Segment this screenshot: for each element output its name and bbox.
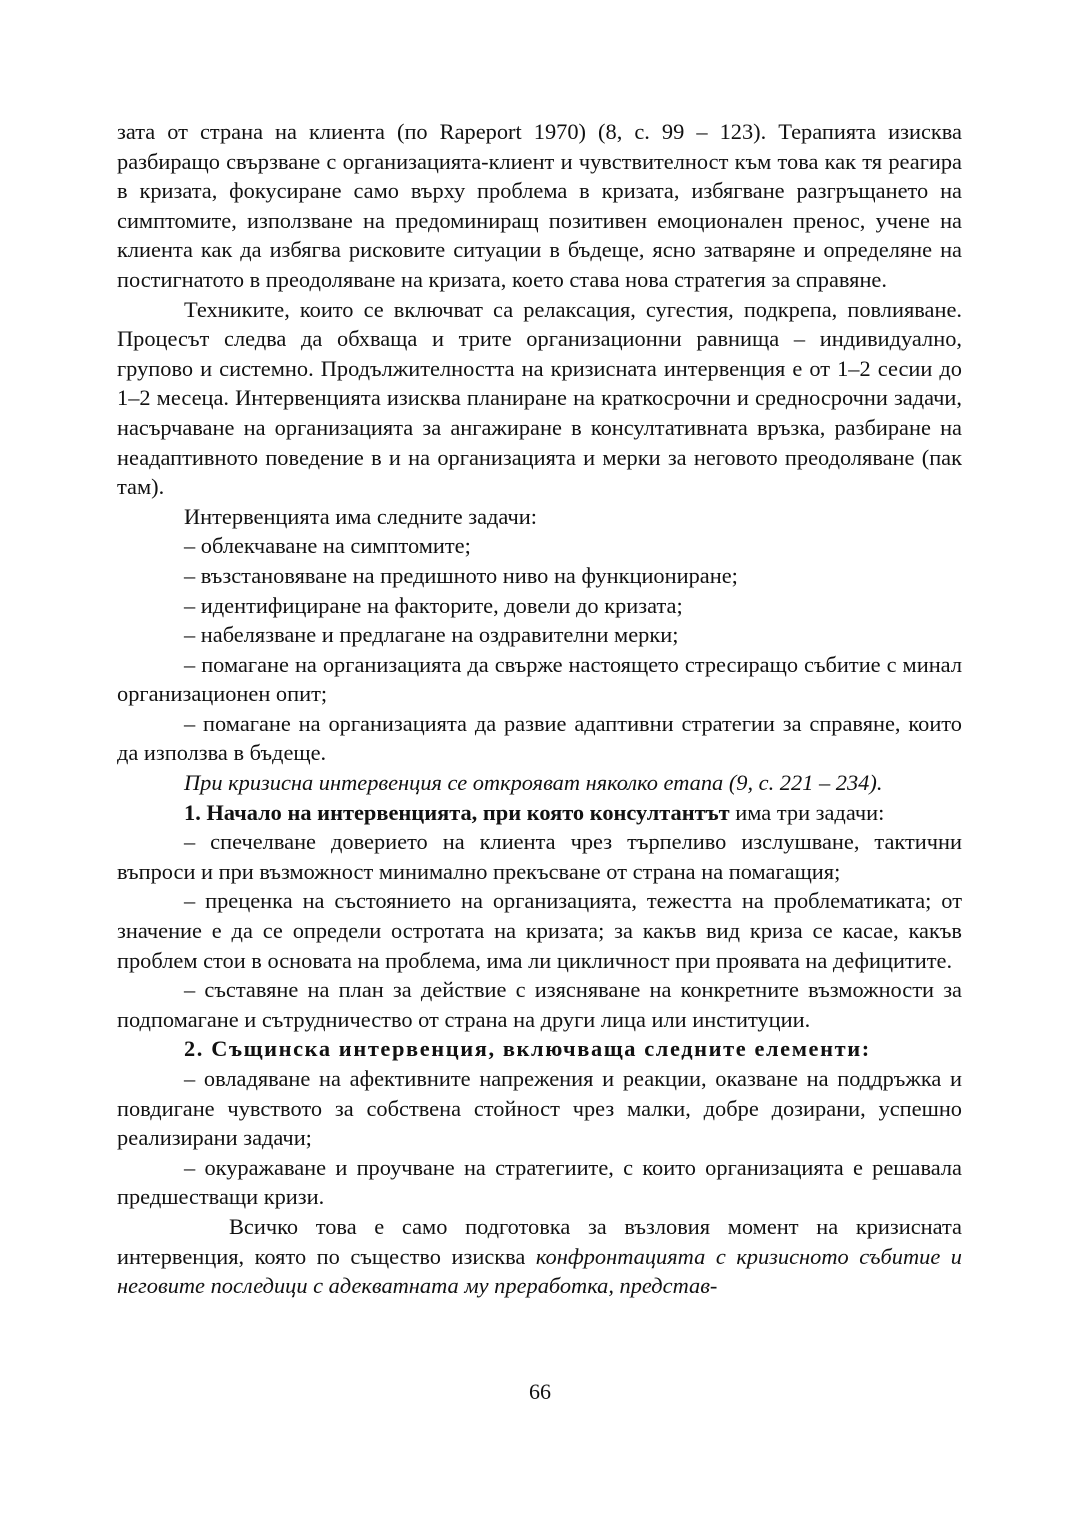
list-item: – помагане на организацията да развие адаптивни стратегии за справяне, които да използва в бъдеще. — [117, 710, 962, 766]
closing-italic: конфронтацията с кризисното събитие и неговите последици с адекватната му преработка, представ- — [117, 1243, 963, 1299]
paragraph-2: Техниките, които се включват са релаксация, сугестия, подкрепа, повлияване. Процесът следва да обхваща и трите организационни равнища – индивидуално, групово и системно. Продължителността на кризисната интервенция е от 1–2 сесии до 1–2 месеца. Интервенцията изисква планиране на краткосрочни и средносрочни задачи, насърчаване на организацията за ангажиране в консултативната връзка, разбиране на неадаптивното поведение в и на организацията и мерки за неговото преодоляване (пак там). — [117, 296, 962, 500]
stage-1-heading — [117, 798, 962, 828]
list-item: – окуражаване и проучване на стратегиите, с които организацията е решавала предшестващи кризи. — [117, 1154, 962, 1210]
page-body — [117, 117, 962, 1301]
list-item: – набелязване и предлагане на оздравителни мерки; — [184, 622, 679, 648]
list-item: – спечелване доверието на клиента чрез търпеливо изслушване, тактични въпроси и при възможност минимално прекъсване от страна на помагащия; — [117, 829, 962, 884]
page-number: 66 — [529, 1379, 551, 1404]
list-item: – възстановяване на предишното ниво на функциониране; — [184, 562, 738, 588]
list-item: – преценка на състоянието на организацията, тежестта на проблематиката; от значение е да се определи остротата на кризата; за какъв вид криза се касае, какъв проблем стои в основата на проблема, има ли цикличност при проявата на дефицитите. — [117, 888, 962, 973]
stage-1-title: 1. Начало на интервенцията, при която консултантът — [184, 799, 730, 825]
list-item: – овладяване на афективните напрежения и реакции, оказване на поддръжка и повдигане чувството за собствена стойност чрез малки, добре дозирани, успешно реализирани задачи; — [117, 1066, 962, 1151]
list-item: – облекчаване на симптомите; — [184, 533, 471, 559]
stages-intro: При кризисна интервенция се открояват няколко етапа (9, с. 221 – 234). — [184, 770, 883, 796]
tasks-intro: Интервенцията има следните задачи: — [184, 503, 537, 529]
list-item: – съставяне на план за действие с изясняване на конкретните възможности за подпомагане и сътрудничество от страна на други лица или институции. — [117, 977, 962, 1032]
list-item: – помагане на организацията да свърже настоящето стресиращо събитие с минал организационен опит; — [117, 651, 962, 707]
closing-text: Всичко това е само подготовка за възловия момент на кризисната интервенция, която по същество изисква — [117, 1213, 962, 1269]
paragraph-1: зата от страна на клиента (по Rapeport 1970) (8, с. 99 – 123). Терапията изисква разбиращо свързване с организацията-клиент и чувствителност към това как тя реагира в кризата, фокусиране само върху проблема в кризата, избягване разгръщането на симптомите, използване на предоминиращ позитивен емоционален пренос, учене на клиента как да избягва рисковите ситуации в бъдеще, ясно затваряне и определяне на постигнатото в преодоляване на кризата, което става нова стратегия за справяне. — [117, 119, 962, 292]
stage-1-rest: има три задачи: — [729, 799, 885, 825]
stage-2-heading: 2. Същинска интервенция, включваща следните елементи: — [184, 1036, 871, 1062]
list-item: – идентифициране на факторите, довели до кризата; — [184, 592, 683, 618]
closing-paragraph — [117, 1212, 962, 1301]
